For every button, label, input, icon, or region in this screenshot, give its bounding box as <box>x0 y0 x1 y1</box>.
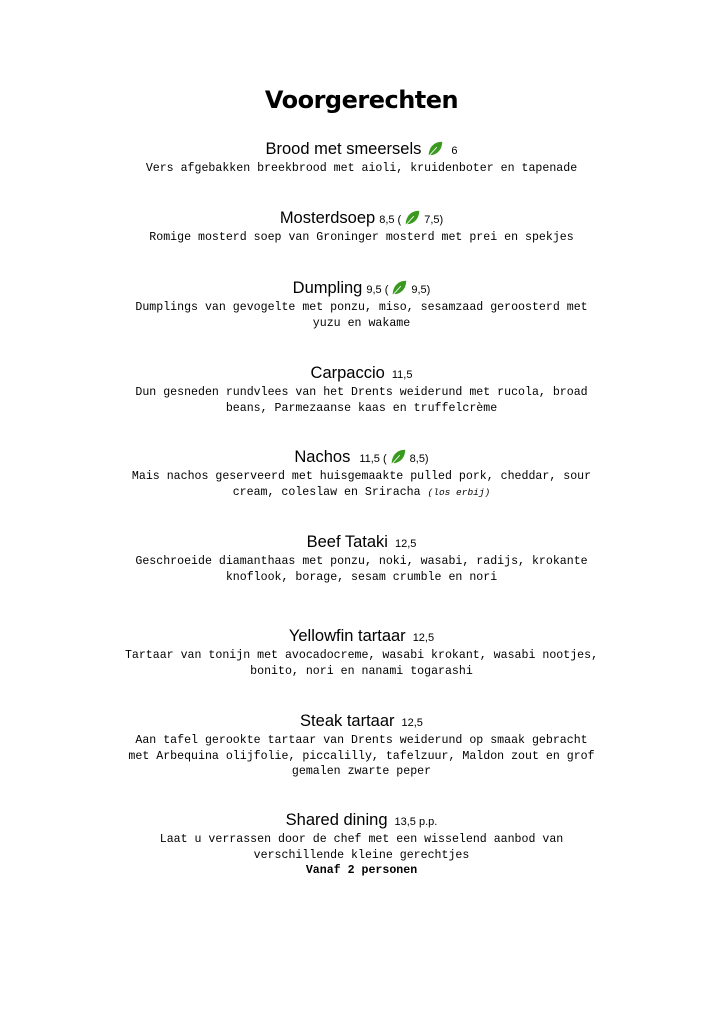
dish-name: Nachos <box>294 448 351 466</box>
menu-item-mosterdsoep <box>0 207 723 246</box>
menu-item-shared-dining <box>0 809 723 878</box>
dish-subnote: Vanaf 2 personen <box>305 864 418 877</box>
leaf-icon <box>403 209 421 227</box>
dish-name: Steak tartaar <box>300 712 395 730</box>
dish-vegan-price: 9,5) <box>411 284 431 296</box>
dish-description: Mais nachos geserveerd met huisgemaakte pulled pork, cheddar, sour cream, coleslaw en Sriracha (los erbij) <box>131 470 592 499</box>
dish-price: 11,5 ( <box>359 453 387 465</box>
dish-name: Shared dining <box>285 811 388 829</box>
dish-vegan-price: 7,5) <box>424 214 444 226</box>
menu-item-beef-tataki <box>0 531 723 585</box>
dish-name: Mosterdsoep <box>279 209 376 227</box>
dish-price: 12,5 <box>412 632 435 644</box>
leaf-icon <box>390 279 408 297</box>
dish-note: (los erbij) <box>427 486 491 498</box>
menu-item-brood <box>0 138 723 177</box>
dish-price: 11,5 <box>391 369 413 381</box>
dish-price: 12,5 <box>394 538 417 550</box>
menu-item-yellowfin-tartaar <box>0 625 723 679</box>
dish-description: Dun gesneden rundvlees van het Drents weiderund met rucola, broad beans, Parmezaanse kaas en truffelcrème <box>135 386 588 415</box>
dish-name: Dumpling <box>292 279 363 297</box>
dish-description: Tartaar van tonijn met avocadocreme, wasabi krokant, wasabi nootjes, bonito, nori en nanami togarashi <box>124 649 599 678</box>
dish-description: Vers afgebakken breekbrood met aioli, kruidenboter en tapenade <box>145 162 578 175</box>
menu-item-carpaccio <box>0 362 723 416</box>
menu-item-nachos <box>0 446 723 500</box>
dish-description: Laat u verrassen door de chef met een wisselend aanbod van verschillende kleine gerechtjes <box>159 833 564 862</box>
dish-description: Geschroeide diamanthaas met ponzu, noki, wasabi, radijs, krokante knoflook, borage, sesam crumble en nori <box>135 555 588 584</box>
page-title: Voorgerechten <box>264 86 459 114</box>
leaf-icon <box>389 448 407 466</box>
dish-name: Beef Tataki <box>306 533 388 551</box>
dish-name: Brood met smeersels <box>265 140 422 158</box>
menu-item-steak-tartaar <box>0 710 723 780</box>
dish-vegan-price: 8,5) <box>409 453 429 465</box>
dish-description: Aan tafel gerookte tartaar van Drents weiderund op smaak gebracht met Arbequina olijfolie, piccalilly, tafelzuur, Maldon zout en grof gemalen zwarte peper <box>128 734 595 778</box>
dish-description: Dumplings van gevogelte met ponzu, miso, sesamzaad geroosterd met yuzu en wakame <box>135 301 588 330</box>
dish-price: 9,5 ( <box>366 284 389 296</box>
dish-name: Carpaccio <box>310 364 385 382</box>
dish-price: 13,5 p.p. <box>394 816 438 828</box>
dish-description: Romige mosterd soep van Groninger mosterd met prei en spekjes <box>149 231 574 244</box>
dish-price: 6 <box>451 145 458 157</box>
dish-price: 8,5 ( <box>379 214 402 226</box>
dish-name: Yellowfin tartaar <box>288 627 406 645</box>
menu-item-dumpling <box>0 277 723 331</box>
dish-price: 12,5 <box>401 717 423 729</box>
leaf-icon <box>426 140 444 158</box>
